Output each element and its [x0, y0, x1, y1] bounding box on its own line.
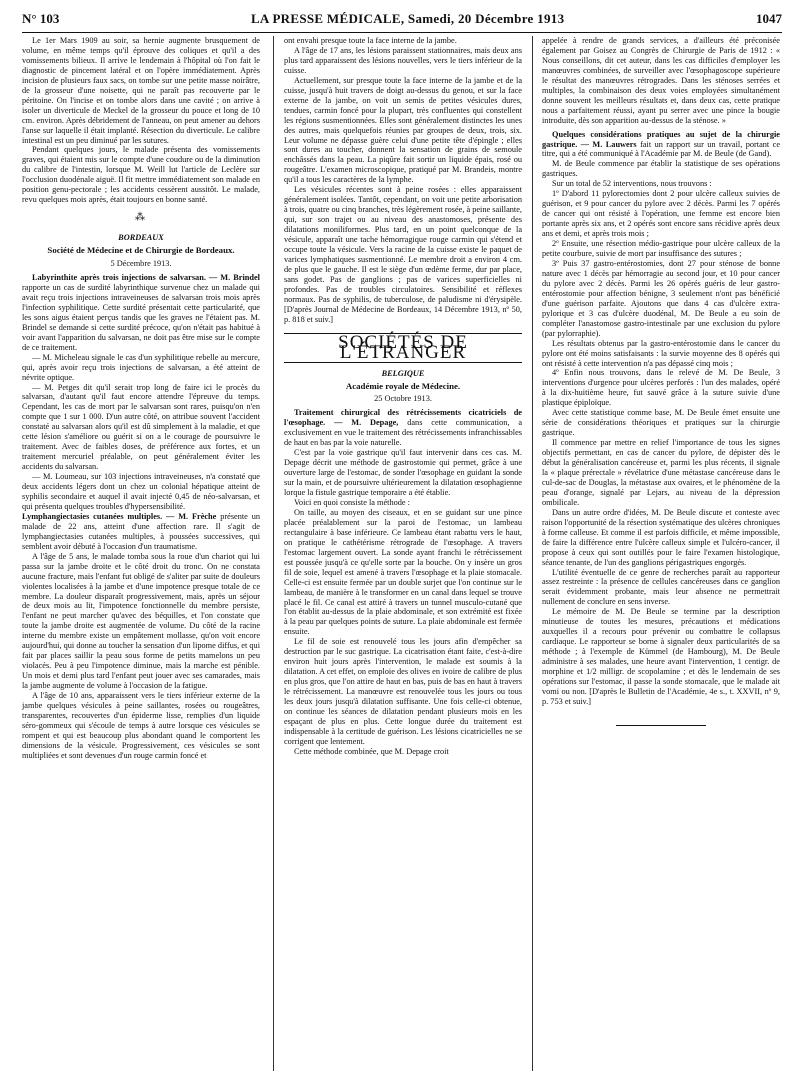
paragraph: ont envahi presque toute la face interne de la jambe.: [284, 36, 457, 45]
section-banner: SOCIÉTÉS DE L'ÉTRANGER: [284, 333, 522, 363]
paragraph: Avec cette statistique comme base, M. De Beule émet ensuite une série de considérations théoriques et pratiques sur la chirurgie gastrique.: [542, 408, 780, 438]
paragraph: Le 1er Mars 1909 au soir, sa hernie augmente brusquement de volume, en même temps qu'il éprouve des coliques et qu'il a des vomissements bilieux. Il arrive le lendemain à l'hôpital où l'on fait le diagnostic de pincement latéral et on l'opère immédiatement. Après incision de plusieurs faux sacs, on tombe sur une petite masse noirâtre, de la grosseur d'une noisette, qui ne paraît pas recouverte par le péritoine. On l'incise et on tombe alors dans une cavité ; on arrive à isoler un diverticule de Meckel de la grosseur du pouce et long de 10 cm. environ. Après débridement de l'anneau, on peut amener au dehors l'anse sur laquelle il était implanté. Résection du diverticule. Le calibre intestinal est un peu diminué par les sutures.: [22, 36, 260, 145]
section-title-belgique: BELGIQUE: [381, 368, 425, 378]
session-date: 25 Octobre 1913.: [374, 394, 432, 404]
column-rule-left: [273, 36, 274, 1071]
column-3: [542, 36, 780, 726]
paragraph: Le fil de soie est renouvelé tous les jours afin d'empêcher sa destruction par le suc gastrique. La cicatrisation étant faite, c'est-à-dire environ huit jours après l'intervention, le malade est soumis à la dilatation. A cet effet, on emploie des olives en ivoire de calibre de plus en plus gros, que l'on attire de haut en bas, puis de bas en haut à travers le rétrécissement. La manœuvre est renouvelée tous les jours ou tous les deux jours jusqu'à dilatation suffisante. Une fois celle-ci obtenue, on continue les séances de dilatation pendant plusieurs mois en les espaçant de plus en plus. Cette longue durée du traitement est indispensable à la certitude de guérison. Les lésions cicatricielles ne se corrigent que lentement.: [284, 637, 522, 746]
issue-number: N° 103: [22, 11, 60, 26]
session-date: 5 Décembre 1913.: [110, 259, 172, 269]
paragraph: dans cette communication, a exclusivement en vue le traitement des rétrécissements infranchissables de haut en bas par la voie naturelle.: [284, 418, 523, 448]
article-heading: Lymphangiectasies cutanées multiples. — M. Frèche: [22, 511, 217, 521]
paragraph: Dans un autre ordre d'idées, M. De Beule discute et conteste avec raison l'opportunité de la résection systématique des ulcères chroniques à forme calleuse. Et comme il est parfois difficile, et même impossible, de faire la différence entre l'ulcère calleux simple et l'ulcéro-cancer, il propose à ceux qui sont outillés pour le faire l'examen histologique, séance tenante, de l'un des ganglions périgastriques engorgés.: [542, 507, 780, 567]
section-title-bordeaux: BORDEAUX: [118, 233, 164, 243]
paragraph: fait un rapport sur un travail, portant ce titre, qui a été communiqué à l'Académie par M. de Beule (de Gand).: [542, 139, 780, 159]
paragraph: 3º Puis 37 gastro-entérostomies, dont 27 pour sténose de bonne nature avec 1 décès par hémorragie au second jour, et 10 pour cancer du pylore avec 2 décès. Parmi les 26 opérés guéris de leur gastro-entérostomie pour affection bénigne, 3 seulement n'ont pas bénéficié d'une guérison parfaite. Ajoutons que dans 4 cas d'ulcère extra-pylorique et 3 cas d'ulcère duodénal, M. De Beule a eu soin de compléter l'anastomose gastro-intestinale par une exclusion du pylore (par pylorraphie).: [542, 258, 780, 338]
end-rule: [616, 725, 706, 726]
article-heading: Quelques considérations pratiques au sujet de la chirurgie gastrique. — M. Lauwers: [542, 129, 780, 149]
paragraph: rapporte un cas de surdité labyrinthique survenue chez un malade qui avait reçu trois injections intraveineuses de salvarsan trois mois après l'infection syphilitique. Cette surdité présentait cette particularité, que les sons aigus étaient perçus tandis que les graves ne l'étaient pas. M. Brindel se demande si cette surdité précoce, qu'on n'était pas habitué à voir avant l'apparition du salvarsan, ne doit pas être mise sur le compte de ce traitement.: [22, 282, 260, 352]
paragraph: A l'âge de 5 ans, le malade tomba sous la roue d'un chariot qui lui passa sur la jambe droite et le côté droit du tronc. On ne constata aucune fracture, mais l'enfant fut obligé de s'aliter par suite de douleurs violentes localisées à la jambe et d'une impotence presque totale de ce membre. La douleur disparaît progressivement, mais, après un séjour de deux mois au lit, l'impotence fonctionnelle du membre persiste, l'enfant ne peut marcher qu'avec des béquilles, et l'on constate que toute la jambe droite est augmentée de volume. Du côté de la racine interne du membre existe un empâtement mollasse, qu'on voit encore aujourd'hui, qui donne au toucher la sensation d'un lipome diffus, et qui fait par places saillir la peau sous forme de petits mamelons un peu violacés. Peu à peu l'impotence diminue, mais la marche est pénible. Un mois et demi plus tard l'enfant peut jouer avec ses camarades, mais la jambe augmente de volume à l'occasion de la fatigue.: [22, 551, 260, 691]
paragraph: Sur un total de 52 interventions, nous trouvons :: [552, 179, 712, 189]
column-2: [284, 36, 522, 757]
journal-title: LA PRESSE MÉDICALE, Samedi, 20 Décembre 1913: [250, 11, 565, 26]
paragraph: — M. Micheleau signale le cas d'un syphilitique rebelle au mercure, qui, après avoir reçu trois injections de salvarsan, a été atteint de névrite optique.: [22, 352, 260, 382]
paragraph: L'utilité éventuelle de ce genre de recherches paraît au rapporteur assez restreinte : la présence de cellules cancéreuses dans ce ganglion serait évidemment probante, mais leur absence ne permettrait nullement de conclure en sens inverse.: [542, 567, 780, 607]
page-number: 1047: [756, 11, 782, 26]
paragraph: A l'âge de 17 ans, les lésions paraissent stationnaires, mais deux ans plus tard apparaissent des lésions nouvelles, vers le tiers inférieur de la cuisse.: [284, 45, 522, 75]
paragraph: Il commence par mettre en relief l'importance de tous les signes objectifs permettant, en cas de cancer du pylore, de dépister dès le début la généralisation cancéreuse et, parmi les plus récents, il signale la « plaque prérectale » révélatrice d'une métastase cancéreuse dans le cul-de-sac de Douglas, la métastase aux ovaires, et le phénomène de la peau d'orange, signalé par Lejars, au niveau de la dépression ombilicale.: [542, 438, 780, 507]
paragraph: 2º Ensuite, une résection médio-gastrique pour ulcère calleux de la petite courbure, suivie de mort par insuffisance des sutures ;: [542, 239, 780, 259]
paragraph: appelée à rendre de grands services, a d'ailleurs été préconisée également par Goisez au Congrès de Chirurgie de Paris de 1912 : « Nous conseillons, dit cet auteur, dans les cas difficiles d'employer les manœuvres combinées, de surveiller avec l'œsophagoscope supérieure le résultat des manœuvres rétrogrades. Dans les sténoses serrées et multiples, la combinaison des deux voies employées simultanément donne souvent les meilleurs résultats et, dans deux cas, cette pratique nous a parfaitement réussi, ayant pu serrer avec une pince la bougie introduite, dès son apparition au-dessus de la sténose. »: [542, 36, 780, 125]
article-heading: Labyrinthite après trois injections de salvarsan. — M. Brindel: [32, 273, 260, 283]
running-head: [22, 6, 782, 33]
paragraph: — M. Loumeau, sur 103 injections intraveineuses, n'a constaté que deux accidents légers dont un chez un colonial hépatique atteint de syphilis secondaire et auquel il avait injecté 0,45 de néo-salvarsan, et qui présenta quelques troubles d'hypersensibilité.: [22, 472, 260, 511]
paragraph: A l'âge de 10 ans, apparaissent vers le tiers inférieur externe de la jambe quelques vésicules à peine saillantes, rosées ou rougeâtres, transparentes, recouvertes d'un épiderme lisse, remplies d'un liquide séro-gommeux qui s'écoule de temps à autre lorsque ces vésicules se rompent et qui est beaucoup plus abondant quand le comportent les dimensions de la vésicule. Progressivement, ces vésicules se sont multipliées et sont devenues d'un rouge carmin foncé et: [22, 691, 260, 760]
paragraph: Actuellement, sur presque toute la face interne de la jambe et de la cuisse, jusqu'à huit travers de doigt au-dessus du genou, et sur la face externe de la jambe, on voit un semis de petites vésicules dures, tendues, carmin foncé pour la plupart, très confluentes qui constellent les régions susmentionnées. Elles sont généralement distinctes les unes des autres, mais quelquefois réunies par groupes de deux, trois, six. Leur volume ne dépasse guère celui d'une petite tête d'épingle ; elles sont dures au toucher, donnent la sensation de grains de semoule enchâssés dans la peau. La piqûre fait sortir un liquide épais, rosé ou rougeâtre. L'examen microscopique, pratiqué par M. Brandeis, montre qu'il a tous les caractères de la lymphe.: [284, 75, 522, 185]
column-1: [22, 36, 260, 761]
paragraph: 1º D'abord 11 pylorectomies dont 2 pour ulcère calleux suivies de guérison, et 9 pour cancer du pylore avec 2 décès. Parmi les 7 opérés de cancer qui ont résisté à l'opération, une femme est encore bien portante après six ans, et 2 opérés sont encore sans récidive après deux ans et demi, et après trois mois ;: [542, 189, 780, 239]
paragraph: présente un malade de 22 ans, atteint d'une affection rare. Il s'agit de lymphangiectasies cutanées multiples, à poussées successives, qui semblent avoir débuté à l'occasion d'un traumatisme.: [22, 511, 261, 551]
article-heading: Traitement chirurgical des rétrécissements cicatriciels de l'œsophage. — M. Depage,: [284, 408, 522, 428]
paragraph: Cette méthode combinée, que M. Depage croit: [294, 746, 449, 756]
paragraph: Pendant quelques jours, le malade présenta des vomissements graves, qui étaient mis sur le compte d'une coudure ou de la diminution du calibre de l'intestin, lorsque M. Weill lut l'article de Leclère sur l'occlusion duodénale aiguë. Il fit mettre immédiatement son malade en position genu-pectorale ; les accidents cessèrent aussitôt. Le malade, revu quelques mois après, était toujours en bonne santé.: [22, 145, 260, 205]
paragraph: 4º Enfin nous trouvons, dans le relevé de M. De Beule, 3 interventions d'urgence pour ulcères perforés : l'un des malades, opéré à la dix-huitième heure, fut sauvé grâce à la suture suivie d'une plastique épiploïque.: [542, 368, 780, 408]
column-rule-right: [532, 36, 533, 1071]
newspaper-page: [22, 6, 782, 1076]
paragraph: Voici en quoi consiste la méthode :: [294, 497, 410, 507]
paragraph: M. de Beule commence par établir la statistique de ses opérations gastriques.: [542, 159, 780, 179]
paragraph: Les résultats obtenus par la gastro-entérostomie dans le cancer du pylore ont été moins satisfaisants : la survie moyenne des 8 opérés qui ont résisté à cette intervention n'a pas dépassé cinq mois ;: [542, 338, 780, 368]
paragraph: C'est par la voie gastrique qu'il faut intervenir dans ces cas. M. Depage décrit une méthode de gastrostomie qui permet, grâce à une ouverture large de l'estomac, de sonder l'œsophage en guidant la sonde sur la main, et de poursuivre ultérieurement la dilatation œsophagienne lorque la fistule gastrique temporaire a été établie.: [284, 448, 522, 498]
section-ornament: ⁂: [135, 212, 147, 224]
society-name: Société de Médecine et de Chirurgie de Bordeaux.: [47, 245, 235, 256]
paragraph: On taille, au moyen des ciseaux, et en se guidant sur une pince placée préalablement sur la paroi de l'estomac, un lambeau rectangulaire à base inférieure. Ce lambeau étant rabattu vers le haut, on pratique le cathétérisme rétrograde de l'œsophage. A travers l'estomac largement ouvert. La sonde ayant franchi le rétrécissement est poussée jusqu'à ce qu'elle sorte par la bouche. On y insère un gros fil de soie, lequel est amené à travers l'œsophage et la plaie stomacale. Celle-ci est ensuite fermée par un double surjet que l'on continue sur le lambeau, de manière à le transformer en un canal dans lequel se trouve placé le fil. Ce canal est attiré à travers un tunnel musculo-cutané que l'on établit au-dessus de la plaie abdominale, et son extrémité est fixée à la peau par quelques points de suture. La plaie abdominale est fermée ensuite.: [284, 507, 522, 637]
paragraph: — M. Petges dit qu'il serait trop long de faire ici le procès du salvarsan, d'autant qu'il faut encore attendre l'épreuve du temps. Cependant, les cas de mort par le salvarsan sont rares, puisqu'on n'en compte que 1 sur 1 000. D'un autre côté, on attribue souvent l'accident constaté au salvarsan alors qu'il est dû simplement à la maladie, et que cette lésion s'améliore ou guérit si on a le courage de poursuivre le traitement. Avec de faibles doses, de préférence aux fortes, et un traitement mercuriel préalable, on peut généralement éviter les accidents du salvarsan.: [22, 382, 260, 472]
society-name: Académie royale de Médecine.: [345, 380, 461, 391]
paragraph: Le mémoire de M. De Beule se termine par la description minutieuse de toutes les mesures, précautions et médications auxquelles il a recours pour prévenir ou combattre le collapsus cardiaque. Le rapporteur se borne à signaler deux particularités de sa méthode ; à l'exemple de Kümmel (de Hambourg), M. De Beule administre à ses malades, une heure avant l'intervention, 1 centigr. de morphine et 1/2 milligr. de scopolamine ; et dès le lendemain de ses opérations sur l'estomac, il passe la sonde stomacale, que le malade ait vomi ou non. [D'après le Bulletin de l'Académie, 4e s., t. XXVII, nº 9, p. 753 et suiv.]: [542, 607, 780, 706]
paragraph: Les vésicules récentes sont à peine rosées : elles apparaissent généralement isolées. Tantôt, cependant, on voit une petite arborisation à trois, quatre ou cinq branches, très légèrement rosée, à peine saillante, qui, sur son trajet ou au niveau des anastomoses, présente des dilatations moniliformes. Plus tard, en un point quelconque de la vésicule, apparaît une tache hémorragique rouge carmin qui s'étend et occupe toute la vésicule. Vers la racine de la cuisse existe le paquet de varices lymphatiques susmentionné. Le membre droit a environ 4 cm. de plus que le gauche. Il est le siège d'un œdème ferme, dur par place, sans godet. Pas de ganglions ; pas de varices superficielles ni profondes. Pas de troubles circulatoires. Sensibilité et réflexes normaux. Pas de syphilis, de tuberculose, de paludisme ni d'érysipèle. [D'après Journal de Médecine de Bordeaux, 14 Décembre 1913, nº 50, p. 818 et suiv.]: [284, 185, 522, 324]
